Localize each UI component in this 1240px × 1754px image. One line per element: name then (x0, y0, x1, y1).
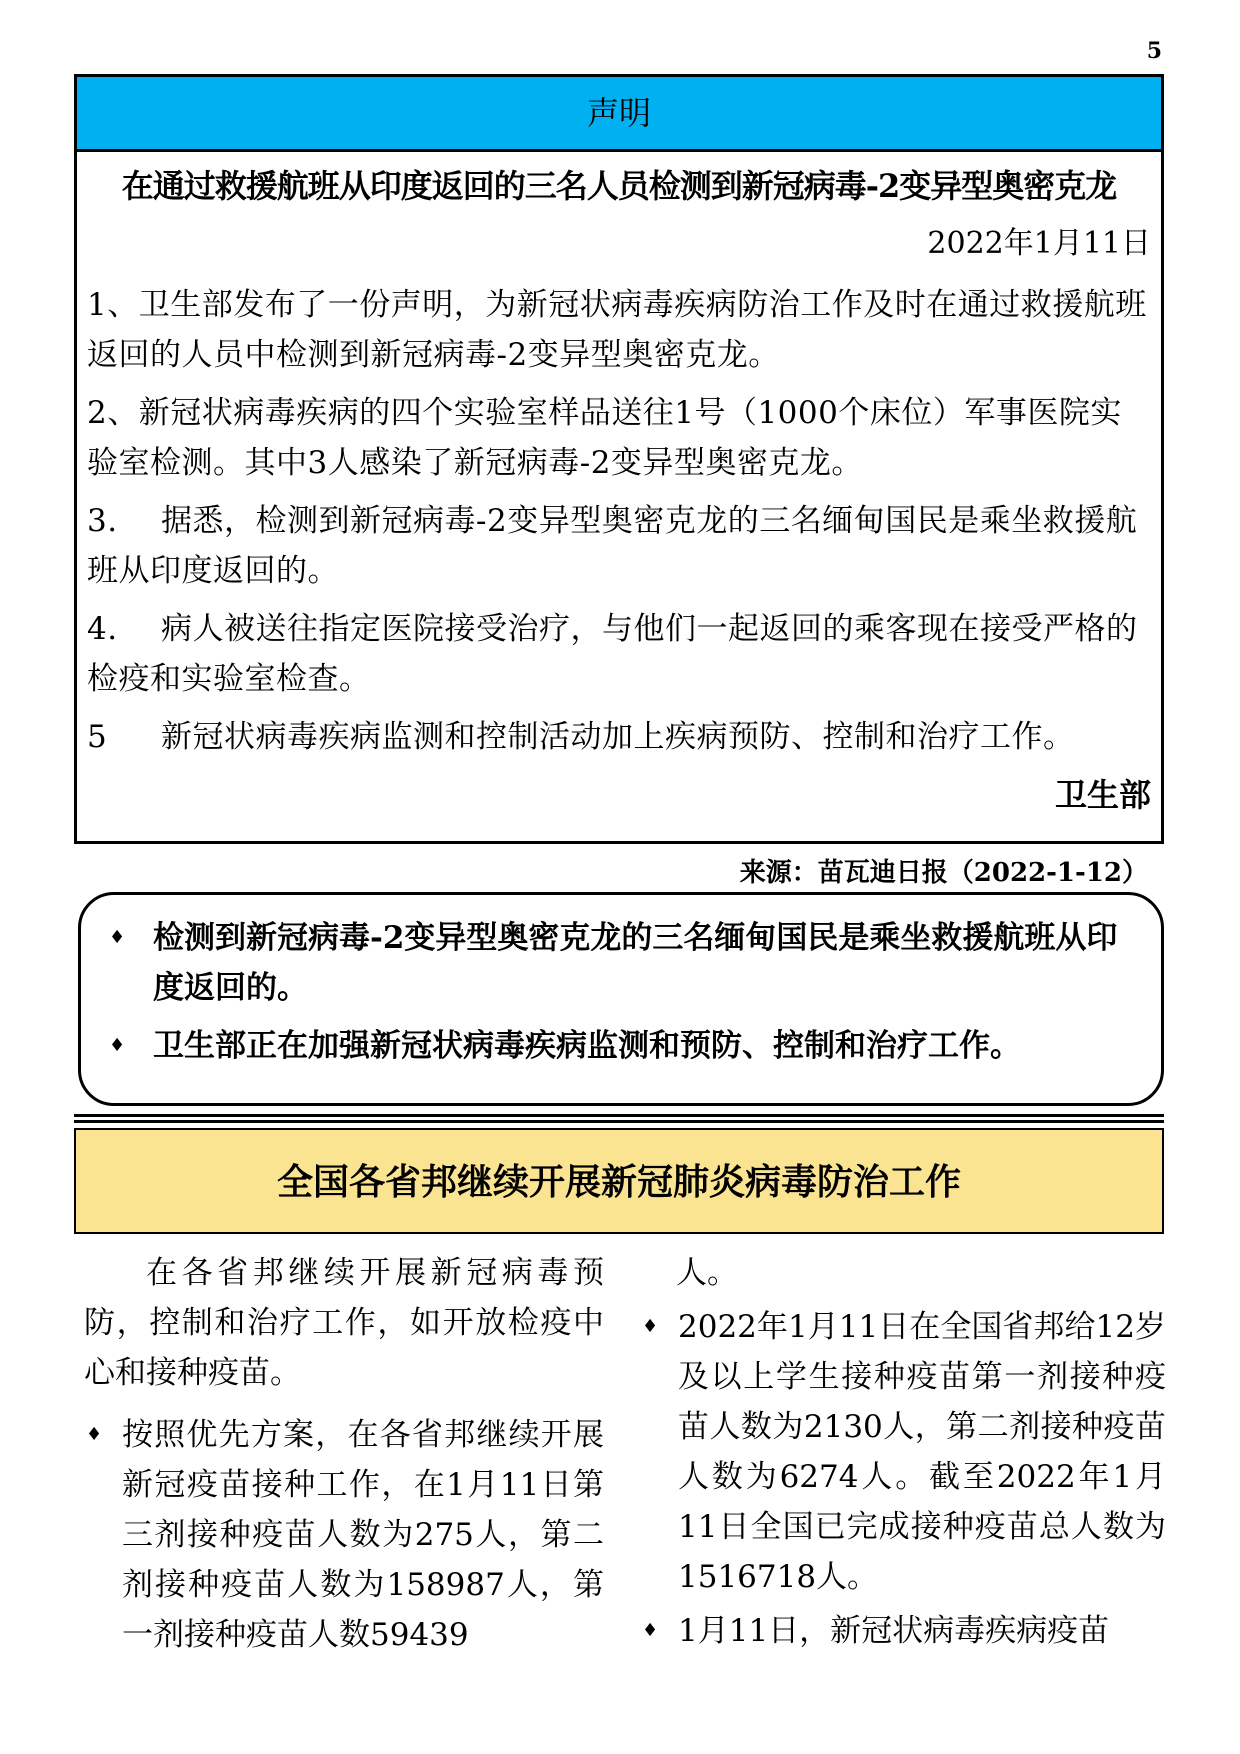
statement-title: 在通过救援航班从印度返回的三名人员检测到新冠病毒-2变异型奥密克龙 (121, 167, 1117, 205)
source-citation: 来源：苗瓦迪日报（2022-1-12） (739, 858, 1148, 888)
diamond-bullet-icon: ♦ (86, 1424, 103, 1445)
paragraph-text: 新冠状病毒疾病的四个实验室样品送往1号（1000个床位）军事医院实验室检测。其中3人感染了新冠病毒-2变异型奥密克龙。 (87, 395, 1122, 481)
list-item (640, 1302, 1166, 1602)
paragraph-number: 2、 (87, 395, 139, 431)
continuation-text: 人。 (676, 1255, 738, 1291)
list-item-text: 2022年1月11日在全国省邦给12岁及以上学生接种疫苗第一剂接种疫苗人数为2130人，第二剂接种疫苗人数为6274人。截至2022年1月11日全国已完成接种疫苗总人数为1516718人。 (678, 1309, 1166, 1595)
diamond-bullet-icon: ♦ (109, 927, 126, 948)
paragraph-text: 卫生部发布了一份声明，为新冠状病毒疾病防治工作及时在通过救援航班返回的人员中检测到新冠病毒-2变异型奥密克龙。 (87, 287, 1147, 373)
section-divider (74, 1114, 1164, 1117)
paragraph-text: 病人被送往指定医院接受治疗，与他们一起返回的乘客现在接受严格的检疫和实验室检查。 (87, 611, 1138, 697)
paragraph-number: 1、 (87, 287, 139, 323)
statement-paragraph (87, 712, 1151, 762)
list-item (84, 1410, 604, 1660)
intro-paragraph: 在各省邦继续开展新冠病毒预防，控制和治疗工作，如开放检疫中心和接种疫苗。 (84, 1255, 604, 1391)
page-number: 5 (1146, 38, 1162, 64)
section-divider (74, 1120, 1164, 1123)
paragraph-number: 5 (87, 719, 108, 755)
diamond-bullet-icon: ♦ (642, 1316, 659, 1337)
statement-body (77, 152, 1161, 820)
summary-text: 检测到新冠病毒-2变异型奥密克龙的三名缅甸国民是乘坐救援航班从印度返回的。 (153, 920, 1118, 1006)
paragraph-number: 4. (87, 611, 118, 647)
paragraph-text: 新冠状病毒疾病监测和控制活动加上疾病预防、控制和治疗工作。 (161, 719, 1075, 755)
statement-date: 2022年1月11日 (927, 226, 1151, 261)
section-title: 全国各省邦继续开展新冠肺炎病毒防治工作 (74, 1128, 1164, 1234)
statement-paragraph (87, 604, 1151, 704)
list-item-text: 1月11日，新冠状病毒疾病疫苗 (678, 1613, 1110, 1649)
summary-text: 卫生部正在加强新冠状病毒疾病监测和预防、控制和治疗工作。 (153, 1028, 1021, 1064)
summary-item (101, 1021, 1141, 1071)
diamond-bullet-icon: ♦ (642, 1620, 659, 1641)
statement-header: 声明 (77, 77, 1161, 152)
paragraph-number: 3. (87, 503, 118, 539)
list-item (640, 1606, 1166, 1656)
left-column (84, 1248, 604, 1660)
statement-paragraph (87, 280, 1151, 380)
statement-paragraph (87, 496, 1151, 596)
statement-box (74, 74, 1164, 844)
statement-paragraph (87, 388, 1151, 488)
right-column (640, 1248, 1166, 1656)
paragraph-text: 据悉，检测到新冠病毒-2变异型奥密克龙的三名缅甸国民是乘坐救援航班从印度返回的。 (87, 503, 1138, 589)
diamond-bullet-icon: ♦ (109, 1035, 126, 1056)
list-item-text: 按照优先方案，在各省邦继续开展新冠疫苗接种工作，在1月11日第三剂接种疫苗人数为275人，第二剂接种疫苗人数为158987人，第一剂接种疫苗人数59439 (122, 1417, 604, 1653)
summary-item (101, 913, 1141, 1013)
summary-box (78, 892, 1164, 1106)
statement-signature: 卫生部 (1054, 776, 1151, 814)
